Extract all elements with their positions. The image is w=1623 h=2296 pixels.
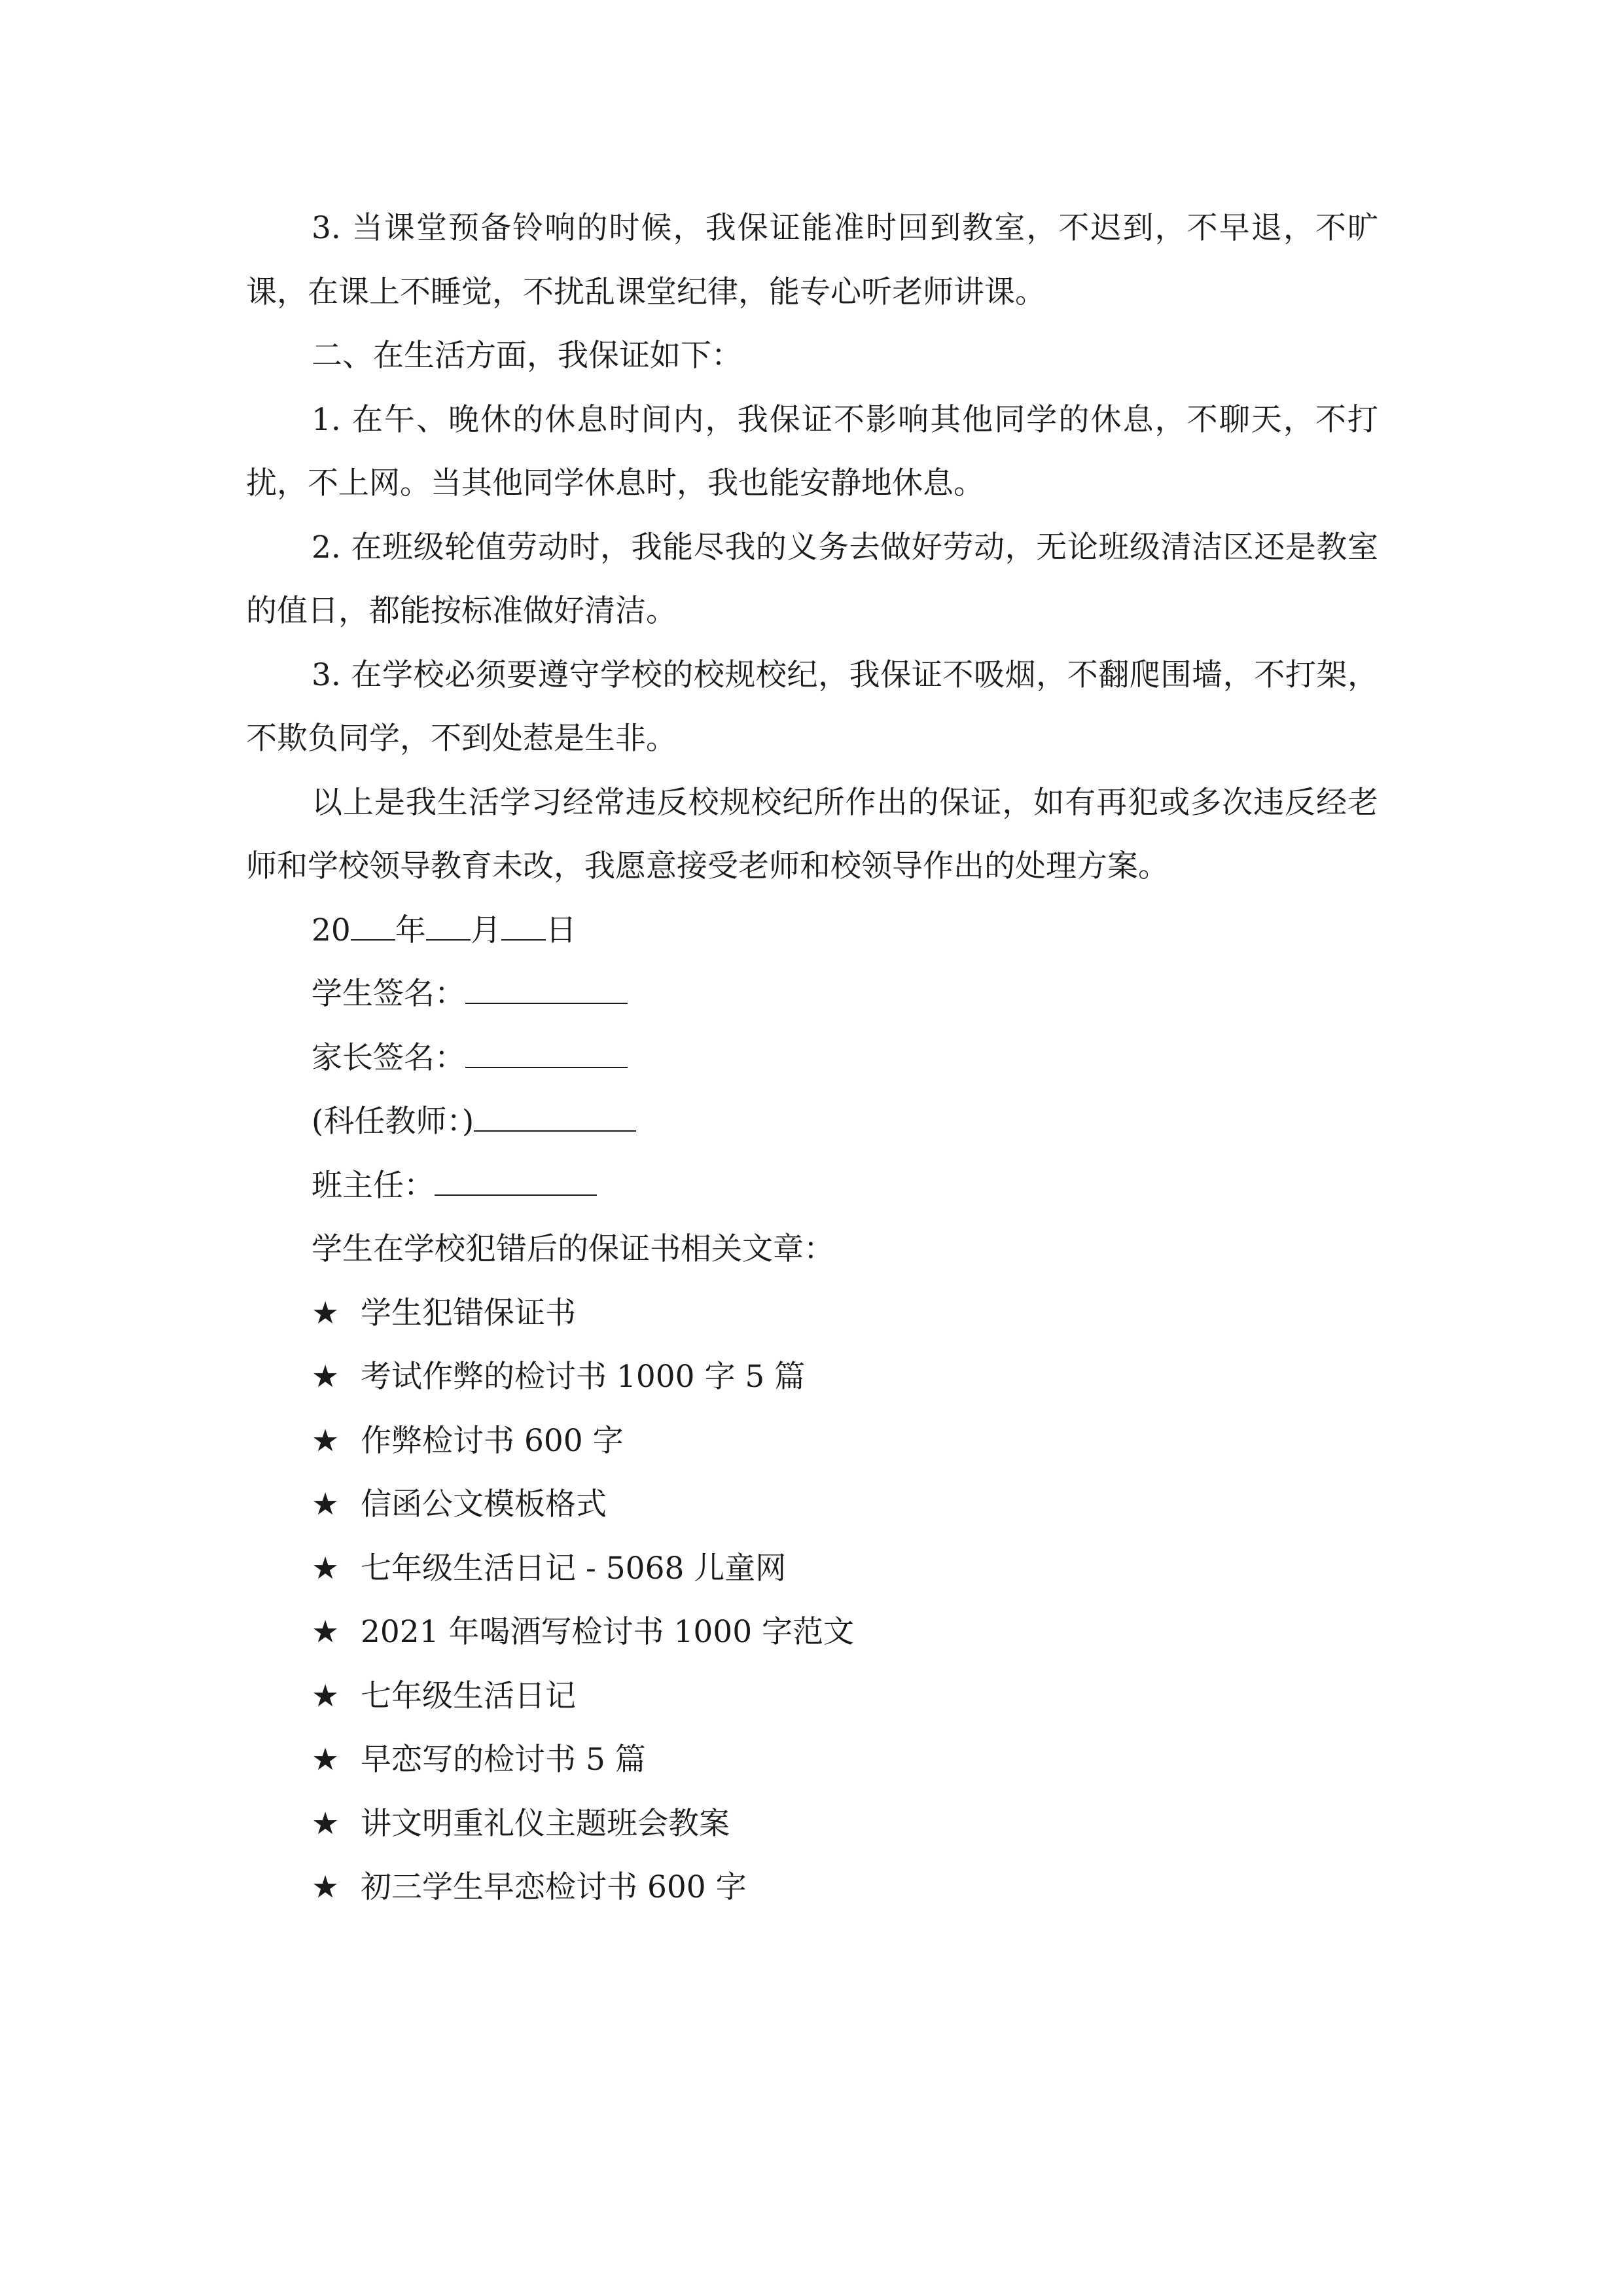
year-blank xyxy=(351,905,395,941)
star-icon: ★ xyxy=(312,1359,340,1395)
head-teacher-signature-line xyxy=(246,1154,1378,1218)
day-blank xyxy=(501,905,546,941)
related-article-item[interactable] xyxy=(246,1537,1378,1601)
day-label: 日 xyxy=(545,912,577,948)
section-heading-life: 二、在生活方面，我保证如下： xyxy=(312,338,742,374)
related-article-title: 早恋写的检讨书 5 篇 xyxy=(361,1742,646,1778)
paragraph-life-rule-3: 3. 在学校必须要遵守学校的校规校纪，我保证不吸烟，不翻爬围墙，不打架，不欺负同学，不到处惹是生非。 xyxy=(246,656,1378,757)
star-icon: ★ xyxy=(312,1550,340,1587)
document-body xyxy=(246,196,1378,1920)
related-article-item[interactable] xyxy=(246,1345,1378,1409)
head-teacher-signature-label: 班主任： xyxy=(312,1167,435,1204)
related-article-item[interactable] xyxy=(246,1282,1378,1346)
paragraph-class-rule-3: 3. 当课堂预备铃响的时候，我保证能准时回到教室，不迟到，不早退，不旷课，在课上不睡觉，不扰乱课堂纪律，能专心听老师讲课。 xyxy=(246,210,1378,310)
teacher-signature-label: (科任教师：) xyxy=(312,1103,474,1139)
related-article-title: 信函公文模板格式 xyxy=(361,1486,607,1522)
parent-signature-blank xyxy=(465,1033,628,1068)
parent-signature-line xyxy=(246,1026,1378,1090)
student-signature-label: 学生签名： xyxy=(312,976,465,1012)
teacher-signature-blank xyxy=(474,1096,636,1132)
paragraph-life-rule-1: 1. 在午、晚休的休息时间内，我保证不影响其他同学的休息，不聊天，不打扰，不上网。当其他同学休息时，我也能安静地休息。 xyxy=(246,401,1378,501)
star-icon: ★ xyxy=(312,1295,340,1331)
star-icon: ★ xyxy=(312,1422,340,1459)
year-label: 年 xyxy=(395,912,426,948)
student-signature-line xyxy=(246,962,1378,1026)
month-blank xyxy=(426,905,471,941)
related-articles-list xyxy=(246,1282,1378,1920)
star-icon: ★ xyxy=(312,1486,340,1522)
related-article-item[interactable] xyxy=(246,1728,1378,1792)
star-icon: ★ xyxy=(312,1742,340,1778)
related-articles-heading: 学生在学校犯错后的保证书相关文章： xyxy=(312,1231,834,1267)
star-icon: ★ xyxy=(312,1677,340,1714)
paragraph-conclusion: 以上是我生活学习经常违反校规校纪所作出的保证，如有再犯或多次违反经老师和学校领导教育未改，我愿意接受老师和校领导作出的处理方案。 xyxy=(246,784,1378,884)
teacher-signature-line xyxy=(246,1090,1378,1154)
paragraph-life-rule-2: 2. 在班级轮值劳动时，我能尽我的义务去做好劳动，无论班级清洁区还是教室的值日，都能按标准做好清洁。 xyxy=(246,529,1378,629)
related-article-item[interactable] xyxy=(246,1856,1378,1920)
related-article-item[interactable] xyxy=(246,1792,1378,1856)
related-article-item[interactable] xyxy=(246,1600,1378,1664)
related-article-title: 2021 年喝酒写检讨书 1000 字范文 xyxy=(361,1614,855,1650)
related-article-title: 作弊检讨书 600 字 xyxy=(361,1422,624,1459)
related-article-title: 七年级生活日记 - 5068 儿童网 xyxy=(361,1550,787,1587)
head-teacher-signature-blank xyxy=(435,1160,597,1196)
related-article-title: 七年级生活日记 xyxy=(361,1677,576,1714)
related-article-title: 讲文明重礼仪主题班会教案 xyxy=(361,1805,730,1842)
related-article-item[interactable] xyxy=(246,1409,1378,1473)
date-line xyxy=(246,899,1378,963)
related-article-title: 学生犯错保证书 xyxy=(361,1295,576,1331)
parent-signature-label: 家长签名： xyxy=(312,1039,465,1076)
related-article-title: 初三学生早恋检讨书 600 字 xyxy=(361,1869,747,1905)
star-icon: ★ xyxy=(312,1805,340,1842)
related-article-title: 考试作弊的检讨书 1000 字 5 篇 xyxy=(361,1359,806,1395)
related-article-item[interactable] xyxy=(246,1664,1378,1729)
star-icon: ★ xyxy=(312,1869,340,1905)
date-prefix: 20 xyxy=(312,912,351,948)
month-label: 月 xyxy=(470,912,501,948)
student-signature-blank xyxy=(465,969,628,1004)
related-article-item[interactable] xyxy=(246,1473,1378,1537)
star-icon: ★ xyxy=(312,1614,340,1650)
